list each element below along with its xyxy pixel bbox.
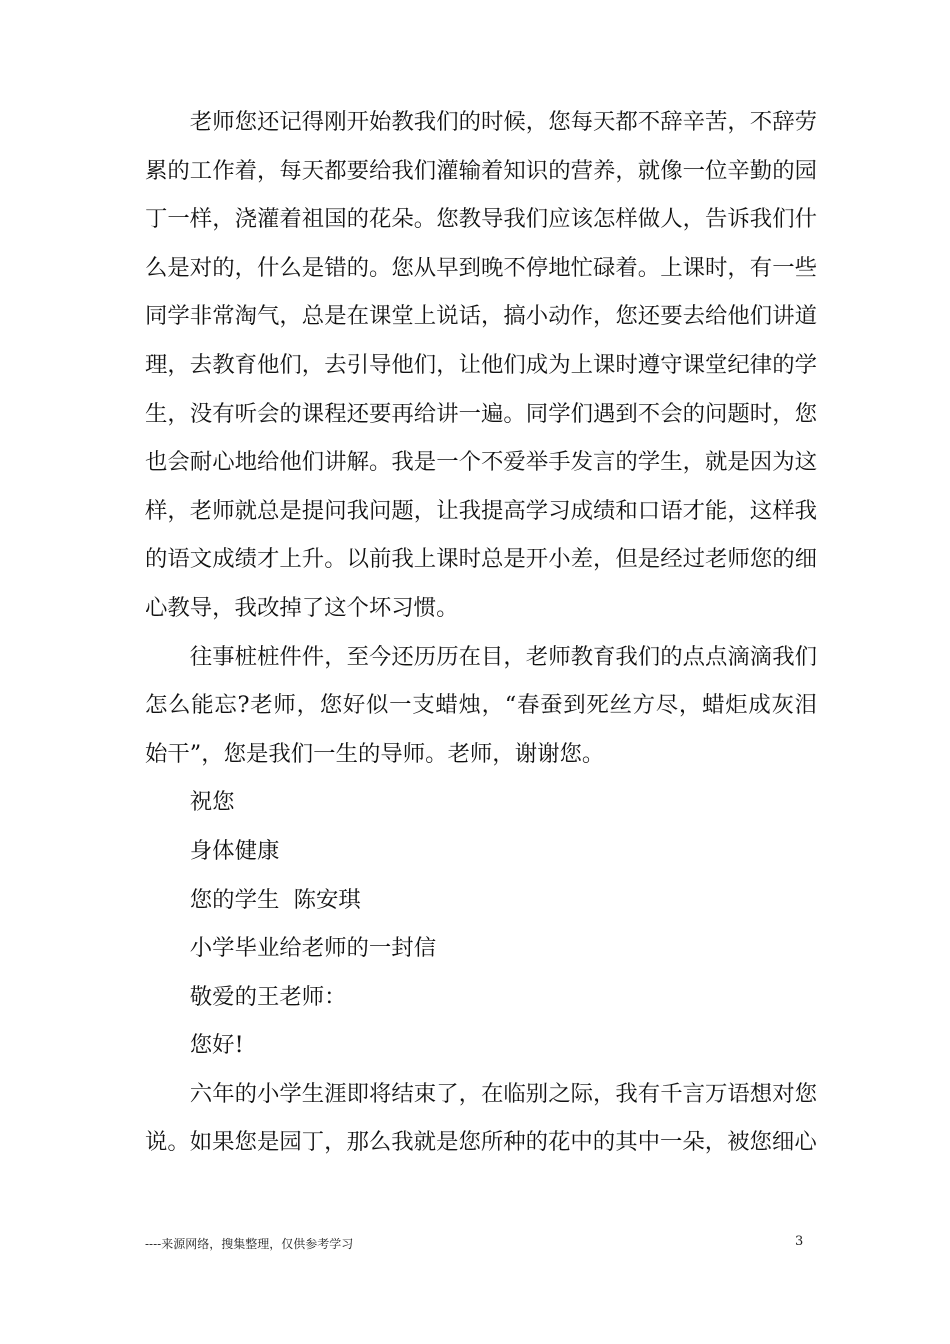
paragraph-memories: 往事桩桩件件，至今还历历在目，老师教育我们的点点滴滴我们怎么能忘?老师，您好似一支蜡烛，“春蚕到死丝方尽，蜡炬成灰泪始干”，您是我们一生的导师。老师，谢谢您。 bbox=[145, 643, 817, 767]
salutation: 敬爱的王老师： bbox=[189, 983, 347, 1010]
letter-body bbox=[145, 98, 817, 1167]
closing-wish: 祝您 bbox=[189, 789, 235, 816]
letter-title: 小学毕业给老师的一封信 bbox=[189, 935, 437, 962]
footer-source-note: ----来源网络，搜集整理，仅供参考学习 bbox=[145, 1237, 354, 1251]
paragraph-teacher-care: 老师您还记得刚开始教我们的时候，您每天都不辞辛苦，不辞劳累的工作着，每天都要给我们灌输着知识的营养，就像一位辛勤的园丁一样，浇灌着祖国的花朵。您教导我们应该怎样做人，告诉我们什么是对的，什么是错的。您从早到晚不停地忙碌着。上课时，有一些同学非常淘气，总是在课堂上说话，搞小动作，您还要去给他们讲道理，去教育他们，去引导他们，让他们成为上课时遵守课堂纪律的学生，没有听会的课程还要再给讲一遍。同学们遇到不会的问题时，您也会耐心地给他们讲解。我是一个不爱举手发言的学生，就是因为这样，老师就总是提问我问题，让我提高学习成绩和口语才能，这样我的语文成绩才上升。以前我上课时总是开小差，但是经过老师您的细心教导，我改掉了这个坏习惯。 bbox=[145, 109, 817, 621]
greeting: 您好! bbox=[189, 1032, 244, 1059]
page-number: 3 bbox=[795, 1234, 804, 1249]
paragraph-farewell: 六年的小学生涯即将结束了，在临别之际，我有千言万语想对您说。如果您是园丁，那么我就是您所种的花中的其中一朵，被您细心 bbox=[145, 1080, 817, 1156]
signature: 您的学生 陈安琪 bbox=[189, 886, 361, 913]
closing-health: 身体健康 bbox=[189, 837, 280, 864]
